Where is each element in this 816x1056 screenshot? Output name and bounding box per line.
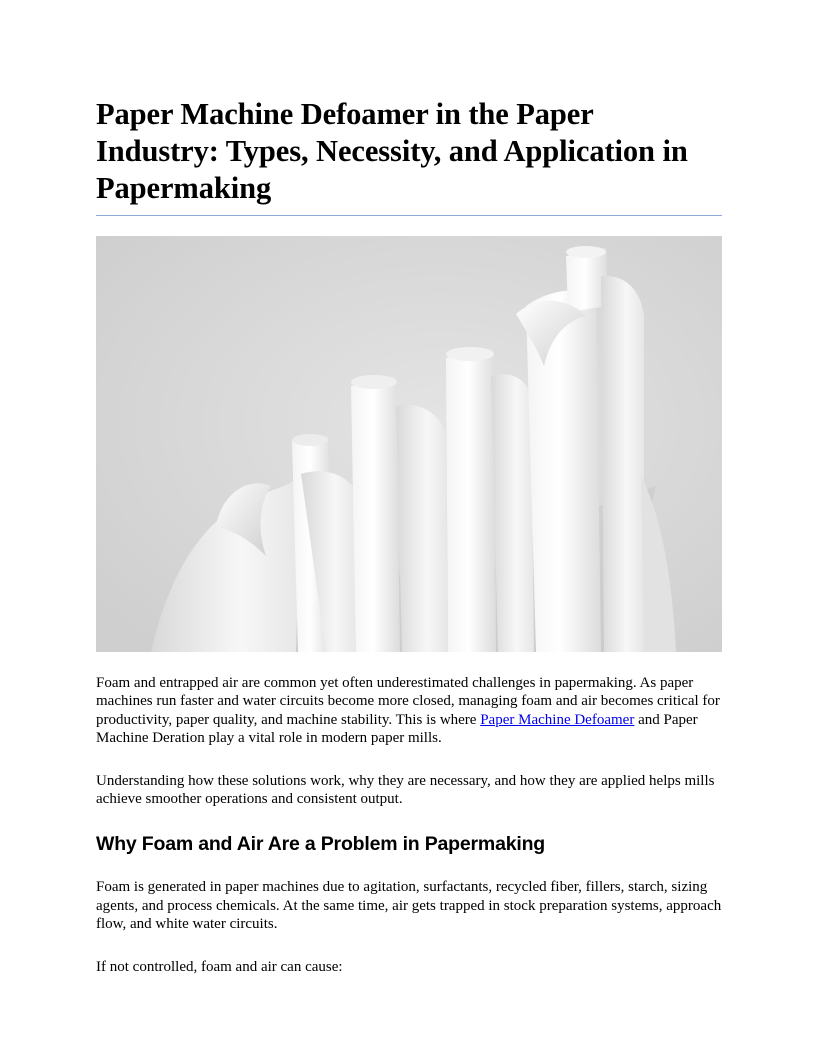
intro-text-before: Foam and entrapped air are common yet often underestimated challenges in papermaking. As paper machines run faster and water circuits become more closed, managing foam and air becomes critical for productivity, paper quality, and machine stability. This is where [96,675,720,728]
paper-machine-defoamer-link[interactable]: Paper Machine Defoamer [480,711,635,728]
document-page [96,96,722,976]
article-title: Paper Machine Defoamer in the Paper Industry: Types, Necessity, and Application in Papermaking [96,96,722,216]
foam-causes-paragraph: Foam is generated in paper machines due to agitation, surfactants, recycled fiber, fillers, starch, sizing agents, and process chemicals. At the same time, air gets trapped in stock preparation systems, approach flow, and white water circuits. [96,879,722,933]
paper-rolls-image [96,236,722,652]
intro-paragraph [96,674,722,748]
section-heading: Why Foam and Air Are a Problem in Papermaking [96,833,545,856]
understanding-paragraph: Understanding how these solutions work, why they are necessary, and how they are applied helps mills achieve smoother operations and consistent output. [96,772,715,808]
intro-text-after: and Paper Machine Deration play a vital role in modern paper mills. [96,711,698,747]
foam-effects-intro: If not controlled, foam and air can cause: [96,958,343,975]
